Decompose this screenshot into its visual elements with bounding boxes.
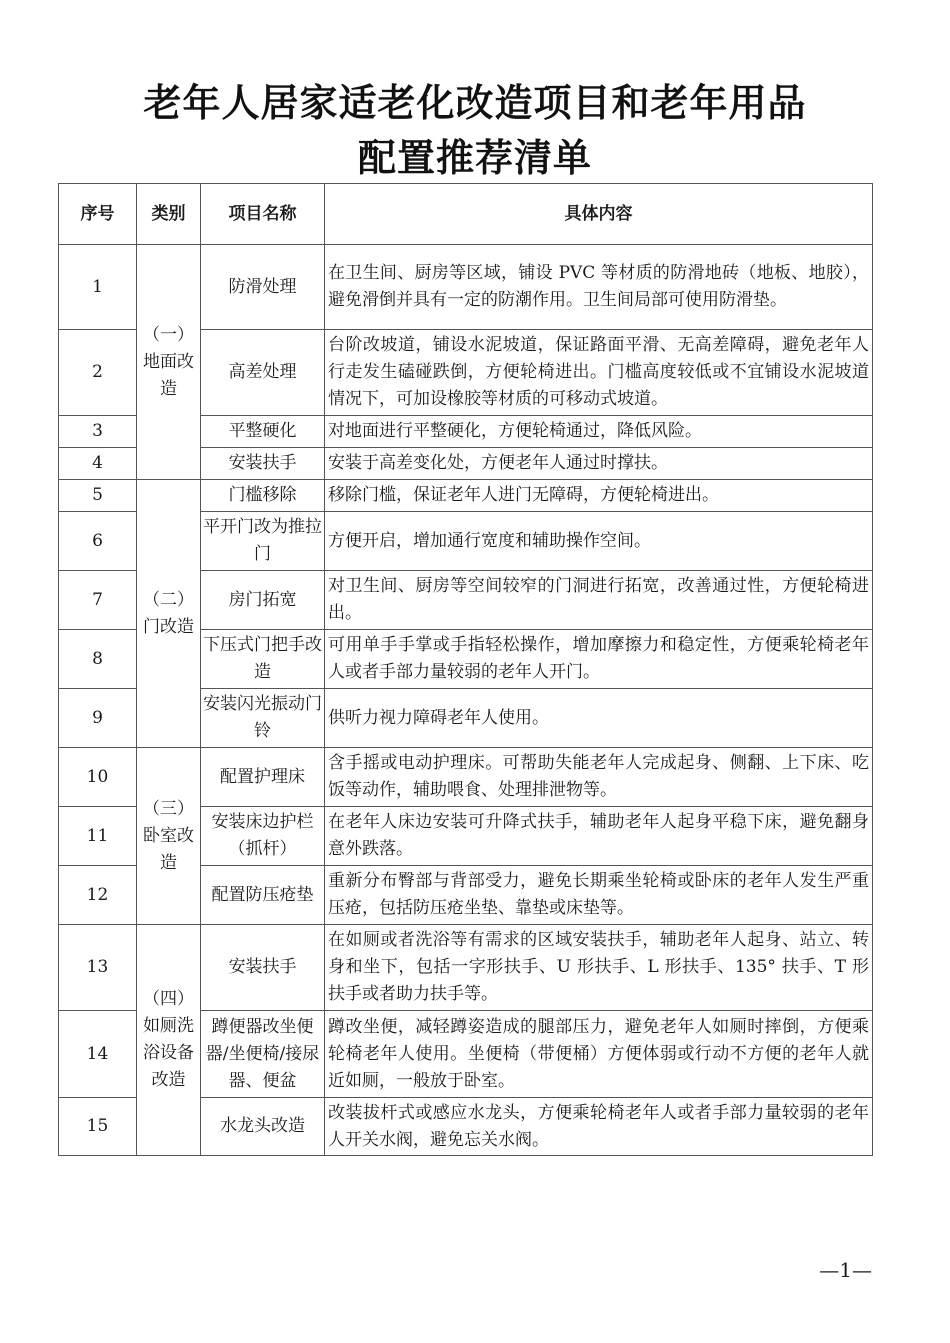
header-no: 序号 (59, 184, 137, 245)
header-content: 具体内容 (325, 184, 873, 245)
row-number: 3 (59, 416, 137, 448)
document-title-line1: 老年人居家适老化改造项目和老年用品 (143, 81, 807, 125)
item-name: 安装床边护栏（抓杆） (201, 807, 325, 866)
header-name: 项目名称 (201, 184, 325, 245)
row-number: 7 (59, 571, 137, 630)
category-cell: （四） 如厕洗 浴设备 改造 (137, 925, 201, 1156)
item-name: 高差处理 (201, 330, 325, 416)
header-category: 类别 (137, 184, 201, 245)
item-content: 安装于高差变化处，方便老年人通过时撑扶。 (325, 448, 873, 480)
item-name: 安装扶手 (201, 448, 325, 480)
row-number: 8 (59, 630, 137, 689)
item-content: 蹲改坐便，减轻蹲姿造成的腿部压力，避免老年人如厕时摔倒，方便乘轮椅老年人使用。坐便椅（带便桶）方便体弱或行动不方便的老年人就近如厕，一般放于卧室。 (325, 1011, 873, 1098)
table-row (59, 748, 873, 807)
item-name: 下压式门把手改造 (201, 630, 325, 689)
table-row (59, 480, 873, 512)
recommendation-table (58, 183, 873, 1156)
item-content: 可用单手手掌或手指轻松操作，增加摩擦力和稳定性，方便乘轮椅老年人或者手部力量较弱的老年人开门。 (325, 630, 873, 689)
item-name: 水龙头改造 (201, 1098, 325, 1156)
row-number: 14 (59, 1011, 137, 1098)
row-number: 15 (59, 1098, 137, 1156)
item-name: 安装闪光振动门铃 (201, 689, 325, 748)
item-content: 改装拔杆式或感应水龙头，方便乘轮椅老年人或者手部力量较弱的老年人开关水阀，避免忘关水阀。 (325, 1098, 873, 1156)
item-name: 平开门改为推拉门 (201, 512, 325, 571)
item-name: 配置护理床 (201, 748, 325, 807)
row-number: 9 (59, 689, 137, 748)
item-content: 台阶改坡道，铺设水泥坡道，保证路面平滑、无高差障碍，避免老年人行走发生磕碰跌倒，方便轮椅进出。门槛高度较低或不宜铺设水泥坡道情况下，可加设橡胶等材质的可移动式坡道。 (325, 330, 873, 416)
table-row (59, 245, 873, 330)
table-row (59, 925, 873, 1011)
row-number: 4 (59, 448, 137, 480)
item-content: 对卫生间、厨房等空间较窄的门洞进行拓宽，改善通过性，方便轮椅进出。 (325, 571, 873, 630)
page-number: —1— (819, 1258, 872, 1282)
document-title-line2: 配置推荐清单 (357, 136, 592, 180)
item-content: 对地面进行平整硬化，方便轮椅通过，降低风险。 (325, 416, 873, 448)
item-content: 方便开启，增加通行宽度和辅助操作空间。 (325, 512, 873, 571)
item-name: 防滑处理 (201, 245, 325, 330)
item-name: 门槛移除 (201, 480, 325, 512)
row-number: 10 (59, 748, 137, 807)
category-cell: （一） 地面改 造 (137, 245, 201, 480)
row-number: 11 (59, 807, 137, 866)
item-content: 在卫生间、厨房等区域，铺设 PVC 等材质的防滑地砖（地板、地胶），避免滑倒并具有一定的防潮作用。卫生间局部可使用防滑垫。 (325, 245, 873, 330)
item-name: 配置防压疮垫 (201, 866, 325, 925)
row-number: 12 (59, 866, 137, 925)
category-cell: （二） 门改造 (137, 480, 201, 748)
row-number: 2 (59, 330, 137, 416)
row-number: 5 (59, 480, 137, 512)
row-number: 6 (59, 512, 137, 571)
item-content: 供听力视力障碍老年人使用。 (325, 689, 873, 748)
item-name: 安装扶手 (201, 925, 325, 1011)
item-content: 重新分布臀部与背部受力，避免长期乘坐轮椅或卧床的老年人发生严重压疮，包括防压疮坐垫、靠垫或床垫等。 (325, 866, 873, 925)
item-content: 含手摇或电动护理床。可帮助失能老年人完成起身、侧翻、上下床、吃饭等动作，辅助喂食、处理排泄物等。 (325, 748, 873, 807)
item-content: 移除门槛，保证老年人进门无障碍，方便轮椅进出。 (325, 480, 873, 512)
item-name: 蹲便器改坐便器/坐便椅/接尿器、便盆 (201, 1011, 325, 1098)
row-number: 13 (59, 925, 137, 1011)
table-header-row (59, 184, 873, 245)
category-cell: （三） 卧室改 造 (137, 748, 201, 925)
item-content: 在如厕或者洗浴等有需求的区域安装扶手，辅助老年人起身、站立、转身和坐下，包括一字形扶手、U 形扶手、L 形扶手、135° 扶手、T 形扶手或者助力扶手等。 (325, 925, 873, 1011)
item-name: 房门拓宽 (201, 571, 325, 630)
item-content: 在老年人床边安装可升降式扶手，辅助老年人起身平稳下床，避免翻身意外跌落。 (325, 807, 873, 866)
item-name: 平整硬化 (201, 416, 325, 448)
row-number: 1 (59, 245, 137, 330)
